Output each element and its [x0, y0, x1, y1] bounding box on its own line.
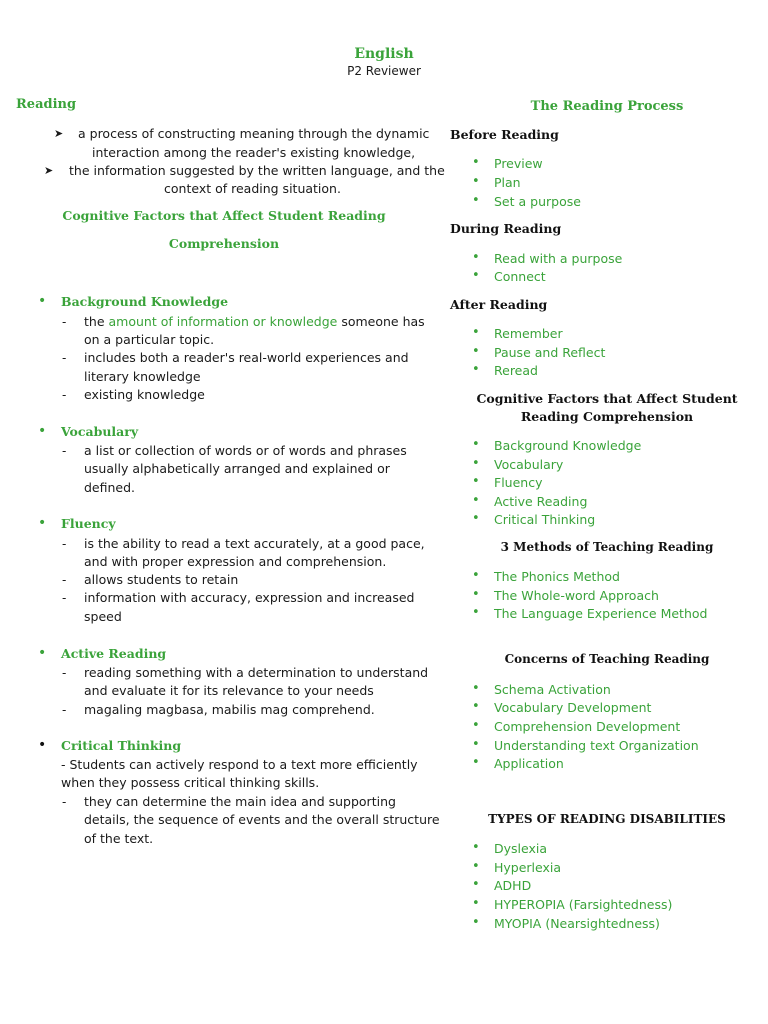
dash-bullet-icon: - — [62, 591, 67, 605]
active-item-2: magaling magbasa, mabilis mag comprehend. — [84, 702, 375, 717]
background-item-1-line2: on a particular topic. — [84, 332, 215, 347]
bullet-icon: • — [472, 268, 480, 283]
methods-title: 3 Methods of Teaching Reading — [500, 540, 714, 554]
factors-title-line1: Cognitive Factors that Affect Student Reading — [62, 208, 386, 223]
reading-process-title: The Reading Process — [530, 99, 684, 114]
dash-bullet-icon: - — [62, 388, 67, 402]
bullet-icon: • — [472, 250, 480, 265]
background-item-2-line1: includes both a reader's real-world experiences and — [84, 350, 409, 365]
concern-item: Vocabulary Development — [494, 700, 652, 715]
dash-bullet-icon: - — [62, 703, 67, 717]
bullet-icon: • — [472, 915, 480, 930]
bullet-icon: • — [472, 587, 480, 602]
method-item: The Whole-word Approach — [494, 588, 659, 603]
bullet-icon: • — [472, 718, 480, 733]
concern-item: Schema Activation — [494, 682, 611, 697]
bullet-icon: • — [472, 896, 480, 911]
fluency-title: Fluency — [61, 516, 116, 531]
concern-item: Application — [494, 756, 564, 771]
bullet-icon: • — [472, 193, 480, 208]
bullet-icon: • — [472, 155, 480, 170]
during-item: Read with a purpose — [494, 251, 623, 266]
dash-bullet-icon: - — [62, 444, 67, 458]
definition-2-line1: the information suggested by the written language, and the — [69, 163, 445, 178]
bullet-icon: • — [38, 737, 47, 753]
critical-item-1-line1: they can determine the main idea and supporting — [84, 794, 396, 809]
factors-title-right-line2: Reading Comprehension — [520, 409, 694, 424]
disability-item: HYPEROPIA (Farsightedness) — [494, 897, 673, 912]
after-item: Pause and Reflect — [494, 345, 606, 360]
dash-bullet-icon: - — [62, 795, 67, 809]
vocabulary-item-1-line1: a list or collection of words or of words and phrases — [84, 443, 407, 458]
bullet-icon: • — [38, 423, 47, 439]
critical-thinking-title: Critical Thinking — [61, 738, 182, 753]
factor-item: Critical Thinking — [494, 512, 596, 527]
disability-item: Dyslexia — [494, 841, 548, 856]
bullet-icon: • — [472, 877, 480, 892]
after-item: Remember — [494, 326, 563, 341]
bullet-icon: • — [472, 325, 480, 340]
background-item-2-line2: literary knowledge — [84, 369, 201, 384]
bullet-icon: • — [38, 515, 47, 531]
bullet-icon: • — [38, 293, 47, 309]
active-item-1-line2: and evaluate it for its relevance to your needs — [84, 683, 374, 698]
concern-item: Understanding text Organization — [494, 738, 699, 753]
arrow-bullet-icon: ➤ — [54, 127, 64, 140]
vocabulary-item-1-line2: usually alphabetically arranged and explained or — [84, 461, 390, 476]
bullet-icon: • — [472, 493, 480, 508]
bullet-icon: • — [472, 755, 480, 770]
background-item-3: existing knowledge — [84, 387, 205, 402]
concern-item: Comprehension Development — [494, 719, 681, 734]
factor-item: Background Knowledge — [494, 438, 642, 453]
bullet-icon: • — [472, 474, 480, 489]
bullet-icon: • — [472, 681, 480, 696]
method-item: The Language Experience Method — [494, 606, 708, 621]
critical-item-1-line3: of the text. — [84, 831, 154, 846]
document-title: English — [354, 46, 414, 62]
factors-title-line2: Comprehension — [168, 236, 280, 251]
fluency-item-2: allows students to retain — [84, 572, 239, 587]
after-reading-title: After Reading — [450, 297, 548, 312]
dash-bullet-icon: - — [62, 351, 67, 365]
bullet-icon: • — [472, 437, 480, 452]
critical-paragraph-line2: when they possess critical thinking skills. — [61, 775, 320, 790]
bullet-icon: • — [472, 344, 480, 359]
definition-1-line1: a process of constructing meaning through the dynamic — [78, 126, 430, 141]
dash-bullet-icon: - — [62, 573, 67, 587]
disability-item: Hyperlexia — [494, 860, 562, 875]
fluency-item-3-line2: speed — [84, 609, 122, 624]
fluency-item-1-line1: is the ability to read a text accurately, at a good pace, — [84, 536, 425, 551]
factors-title-right-line1: Cognitive Factors that Affect Student — [476, 391, 738, 406]
fluency-item-3-line1: information with accuracy, expression and increased — [84, 590, 415, 605]
bullet-icon: • — [472, 362, 480, 377]
reading-heading: Reading — [16, 97, 77, 112]
after-item: Reread — [494, 363, 538, 378]
disability-item: MYOPIA (Nearsightedness) — [494, 916, 660, 931]
disability-item: ADHD — [494, 878, 532, 893]
background-item-1 — [84, 313, 425, 332]
item-text: someone has — [337, 314, 425, 329]
active-item-1-line1: reading something with a determination to understand — [84, 665, 429, 680]
bullet-icon: • — [472, 174, 480, 189]
background-knowledge-title: Background Knowledge — [61, 294, 229, 309]
arrow-bullet-icon: ➤ — [44, 164, 54, 177]
during-item: Connect — [494, 269, 546, 284]
highlighted-text: amount of information or knowledge — [108, 314, 338, 329]
before-item: Set a purpose — [494, 194, 581, 209]
factor-item: Active Reading — [494, 494, 588, 509]
dash-bullet-icon: - — [62, 537, 67, 551]
before-item: Preview — [494, 156, 543, 171]
critical-item-1-line2: details, the sequence of events and the overall structure — [84, 812, 440, 827]
active-reading-title: Active Reading — [61, 646, 167, 661]
bullet-icon: • — [472, 737, 480, 752]
bullet-icon: • — [472, 859, 480, 874]
before-reading-title: Before Reading — [450, 127, 559, 142]
method-item: The Phonics Method — [494, 569, 620, 584]
during-reading-title: During Reading — [450, 221, 562, 236]
factor-item: Vocabulary — [494, 457, 564, 472]
vocabulary-item-1-line3: defined. — [84, 480, 136, 495]
bullet-icon: • — [472, 456, 480, 471]
before-item: Plan — [494, 175, 521, 190]
dash-bullet-icon: - — [62, 315, 67, 329]
definition-1-line2: interaction among the reader's existing knowledge, — [92, 145, 416, 160]
fluency-item-1-line2: and with proper expression and comprehension. — [84, 554, 387, 569]
definition-2-line2: context of reading situation. — [164, 181, 341, 196]
bullet-icon: • — [472, 699, 480, 714]
bullet-icon: • — [472, 511, 480, 526]
vocabulary-title: Vocabulary — [61, 424, 139, 439]
critical-paragraph-line1: - Students can actively respond to a text more efficiently — [61, 757, 418, 772]
dash-bullet-icon: - — [62, 666, 67, 680]
factor-item: Fluency — [494, 475, 543, 490]
bullet-icon: • — [38, 645, 47, 661]
item-text: the — [84, 314, 109, 329]
disabilities-title: TYPES OF READING DISABILITIES — [488, 812, 726, 826]
document-subtitle: P2 Reviewer — [347, 64, 421, 78]
bullet-icon: • — [472, 568, 480, 583]
bullet-icon: • — [472, 605, 480, 620]
concerns-title: Concerns of Teaching Reading — [504, 652, 710, 666]
bullet-icon: • — [472, 840, 480, 855]
